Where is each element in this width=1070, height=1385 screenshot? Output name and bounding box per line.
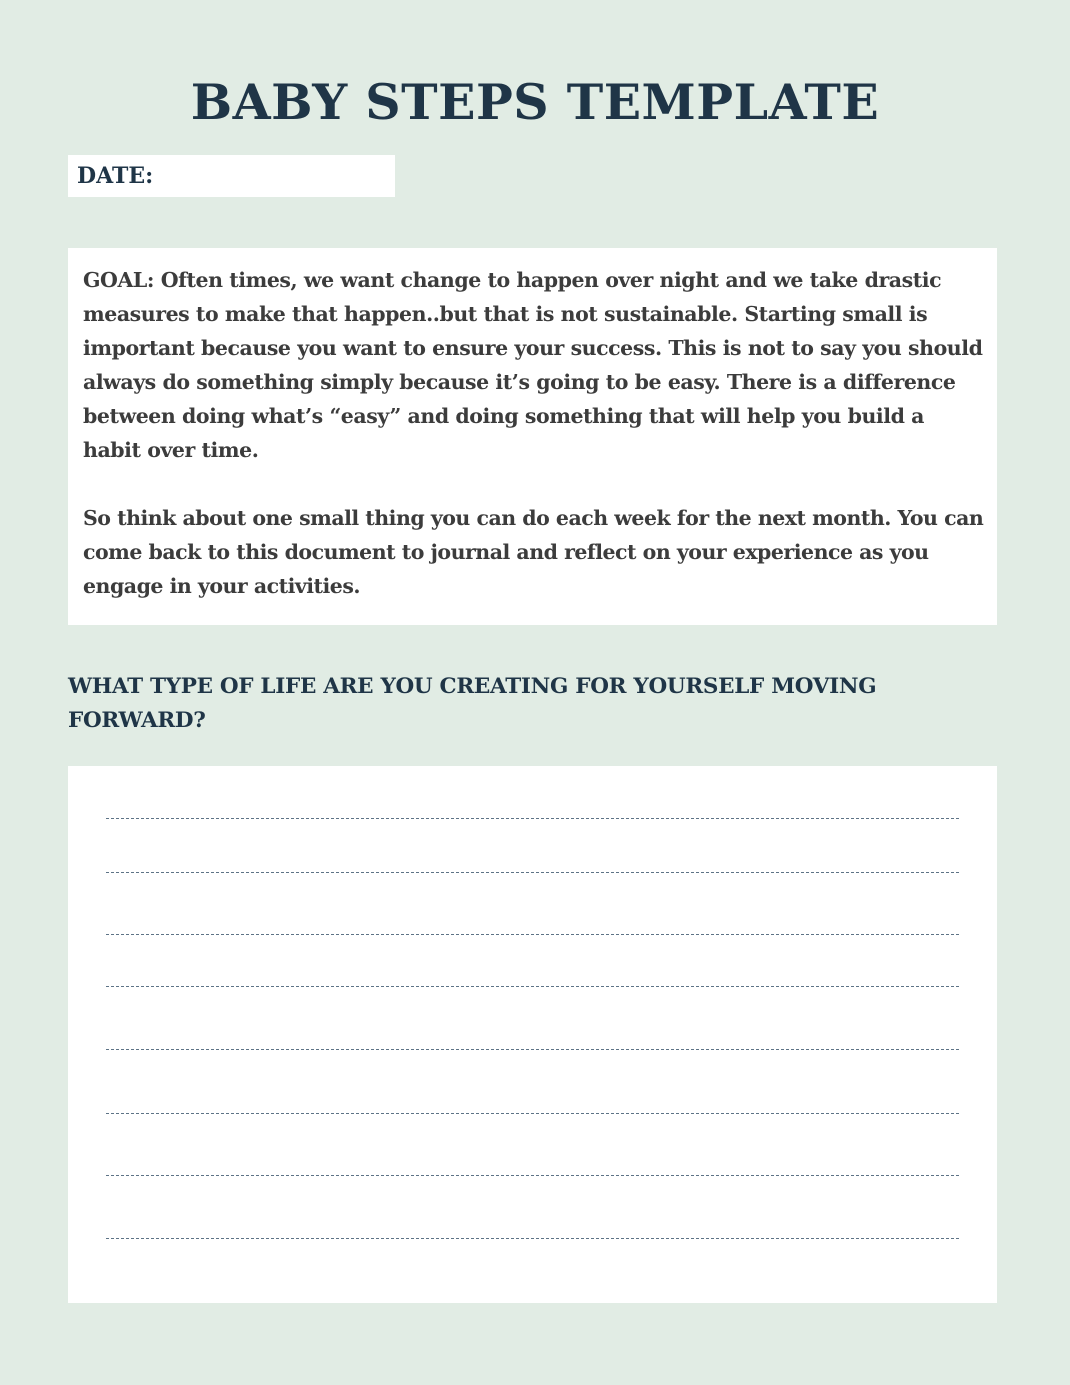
reflection-question: WHAT TYPE OF LIFE ARE YOU CREATING FOR YOURSELF MOVING FORWARD?	[68, 674, 877, 733]
writing-line[interactable]	[106, 1049, 959, 1050]
writing-line[interactable]	[106, 872, 959, 873]
goal-paragraph: GOAL: Often times, we want change to happen over night and we take drastic measures to make that happen..but that is not sustainable. Starting small is important because you want to ensure your success. This is not to say you should always do something simply because it’s going to be easy. There is a difference between doing what’s “easy” and doing something that will help you build a habit over time.	[83, 268, 983, 462]
page-title: BABY STEPS TEMPLATE	[190, 73, 880, 131]
writing-line[interactable]	[106, 1238, 959, 1239]
writing-line[interactable]	[106, 818, 959, 819]
date-field[interactable]	[68, 155, 395, 197]
writing-line[interactable]	[106, 1175, 959, 1176]
instructions-paragraph: So think about one small thing you can do each week for the next month. You can come back to this document to journal and reflect on your experience as you engage in your activities.	[83, 506, 984, 598]
writing-line[interactable]	[106, 986, 959, 987]
writing-area[interactable]	[68, 766, 997, 1303]
writing-line[interactable]	[106, 934, 959, 935]
date-label: DATE:	[77, 163, 154, 189]
goal-panel	[68, 248, 997, 625]
writing-line[interactable]	[106, 1113, 959, 1114]
